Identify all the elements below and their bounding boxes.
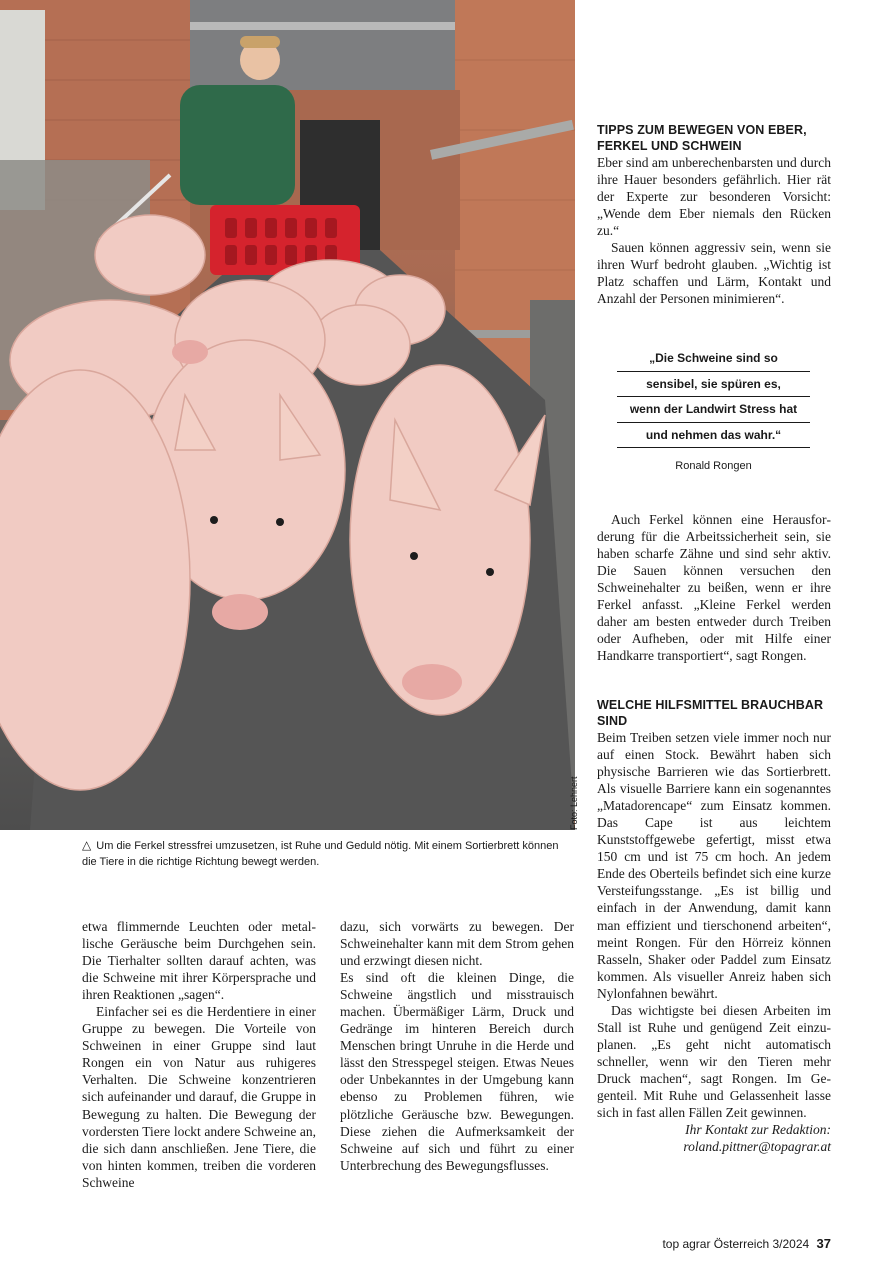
quote-line: und nehmen das wahr.“ [617, 423, 810, 449]
tips-heading: TIPPS ZUM BEWEGEN VON EBER, FERKEL UND SCHWEIN [597, 123, 807, 153]
article-column-middle [340, 918, 574, 1174]
paragraph: Einfacher sei es die Herdentiere in einer Gruppe zu bewegen. Die Vorteile von Schweinen in einer Gruppe sind laut Rongen ein von Natur aus ruhigeres Verhalten. Die Schweine konzentrieren sich aufeinander und darauf, die Gruppe in Bewegung zu halten. Die Bewegung der vordersten Tiere lockt andere Schweine an, die sich dann anschließen. Jene Tiere, die von hinten kommen, treiben die vorderen Schweine [82, 1004, 316, 1190]
quote-line: wenn der Landwirt Stress hat [617, 397, 810, 423]
contact-label: Ihr Kontakt zur Redaktion: [685, 1122, 831, 1138]
photo-caption [82, 837, 562, 870]
tools-section [597, 697, 831, 1155]
tools-heading: WELCHE HILFSMITTEL BRAUCHBAR SIND [597, 698, 824, 728]
pigs-illustration [0, 0, 575, 830]
paragraph: Sauen können aggressiv sein, wenn sie ihren Wurf bedroht glauben. „Wichtig ist Platz schaffen und Lärm, Kontakt und Anzahl der Personen minimieren“. [597, 240, 831, 307]
paragraph: Das wichtigste bei diesen Arbeiten im Stall ist Ruhe und genügend Zeit einzuplanen. „Es geht nicht automatisch schneller, wenn wir den Tieren mehr Druck machen“, sagt Rongen. Im Gegenteil. Mit Ruhe und Gelassenheit lasse sich in fast allen Fällen Zeit gewinnen. [597, 1002, 831, 1121]
page-footer [662, 1236, 831, 1251]
tips-section [597, 122, 831, 307]
quote-author: Ronald Rongen [675, 460, 752, 472]
article-photo [0, 0, 579, 830]
paragraph: Eber sind am unberechenbarsten und durch ihre Hauer besonders gefährlich. Hier rät der Experte zur besonderen Vorsicht: „Wende dem Eber niemals den Rücken zu.“ [597, 155, 831, 239]
article-column-left [82, 918, 316, 1191]
pull-quote [617, 346, 810, 472]
contact-email[interactable]: roland.pittner@topagrar.at [683, 1139, 831, 1155]
paragraph: Es sind oft die kleinen Dinge, die Schweine ängstlich und misstrauisch machen. Übermäßiger Lärm, Druck und Gedränge im hinteren Bereich durch Menschen bringt Unruhe in die Herde und lässt den Stresspegel steigen. Etwas Neues oder Unbekanntes in der Umgebung kann ebenso zu Problemen führen, wie plötzliche Geräusche bzw. Bewegungen. Diese ziehen die Aufmerksamkeit der Schweine auf sich und führt zu einer Unterbrechung des Bewegungsflusses. [340, 970, 574, 1173]
paragraph: dazu, sich vorwärts zu bewegen. Der Schweinehalter kann mit dem Strom gehen und erzwingt diesen nicht. [340, 919, 574, 969]
ferkel-section [597, 511, 831, 664]
publication-name: top agrar Österreich 3/2024 [662, 1237, 810, 1251]
page-number: 37 [816, 1236, 831, 1251]
paragraph: etwa flimmernde Leuchten oder metallische Geräusche beim Durchgehen sein. Die Tierhalter sollten darauf achten, was die Schweine mit ihrer Körpersprache und ihren Reaktionen „sagen“. [82, 919, 316, 1003]
paragraph: Beim Treiben setzen viele immer noch nur auf einen Stock. Bewährt haben sich physische Barrieren wie das Sortierbrett. Als visuelle Barriere kann ein sogenanntes „Matadorencape“ zum Einsatz kommen. Das Cape ist aus leichtem Kunststoffgewebe gefertigt, misst etwa 150 cm und ist 75 cm hoch. An jedem Ende des Oberteils befindet sich eine kurze Versteifungsstange. „Es ist billig und einfach in der Anwendung, damit kann man effizient und tierschonend arbeiten“, meint Rongen. Für den Hörreiz können Rasseln, Shaker oder Paddel zum Einsatz kommen. Als visueller Anreiz haben sich Nylonfahnen bewährt. [597, 730, 831, 1001]
paragraph: Auch Ferkel können eine Herausforderung für die Arbeitssicherheit sein, sie haben scharfe Zähne und sind sehr aktiv. Die Sauen können versuchen den Schweinehalter zu beißen, wenn er ihre Ferkel anfasst. „Kleine Ferkel werden daher am besten entweder durch Treiben oder Aufheben, oder mit Hilfe einer Handkarre transportiert“, sagt Rongen. [597, 512, 831, 664]
quote-line: „Die Schweine sind so [617, 346, 810, 372]
photo-credit: Foto: Lehnert [569, 776, 579, 830]
quote-line: sensibel, sie spüren es, [617, 372, 810, 398]
caption-text: Um die Ferkel stressfrei umzusetzen, ist Ruhe und Geduld nötig. Mit einem Sortierbrett können die Tiere in die richtige Richtung bewegt werden. [82, 840, 559, 868]
caption-triangle-icon: △ [82, 838, 92, 852]
